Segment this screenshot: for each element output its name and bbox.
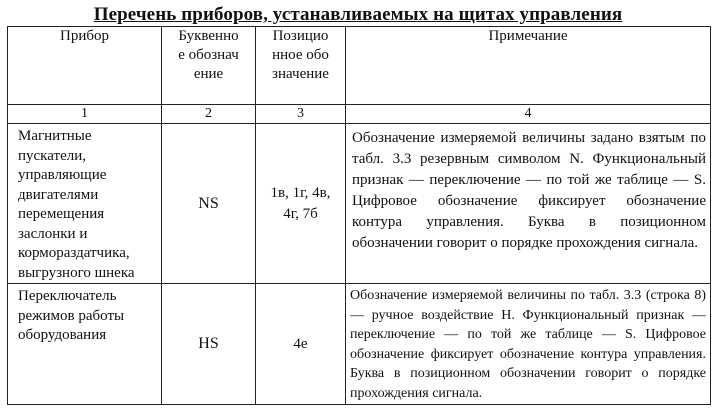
column-number: 2 bbox=[162, 105, 256, 124]
column-number: 3 bbox=[256, 105, 346, 124]
column-number-row bbox=[8, 105, 711, 124]
note-cell: Обозначение измеряемой величины по табл. 3.3 (строка 8) — ручное воздействие H. Функциональный признак — переключение — по той же таблице — S. Цифровое обозначение фиксирует обозначение контура управления. Буква в позиционном обозначении говорит о порядке прохождения сигнала. bbox=[346, 284, 711, 405]
header-position-code: Позиционное обозначение bbox=[256, 27, 346, 105]
devices-table bbox=[7, 26, 711, 405]
header-device: Прибор bbox=[8, 27, 162, 105]
header-letter-code: Буквенное обозначение bbox=[162, 27, 256, 105]
device-cell: Магнитные пускатели, управляющие двигателями перемещения заслонки и кормораздатчика, выгрузного шнека bbox=[8, 124, 162, 284]
position-code-cell: 1в, 1г, 4в, 4г, 7б bbox=[256, 124, 346, 284]
letter-code-cell: HS bbox=[162, 284, 256, 405]
letter-code-cell: NS bbox=[162, 124, 256, 284]
position-code-cell: 4е bbox=[256, 284, 346, 405]
header-row bbox=[8, 27, 711, 105]
note-cell: Обозначение измеряемой величины задано взятым по табл. 3.3 резервным символом N. Функциональный признак — переключение — по той же таблице — S. Цифровое обозначение фиксирует обозначение контура управления. Буква в позиционном обозначении говорит о порядке прохождения сигнала. bbox=[346, 124, 711, 284]
header-note: Примечание bbox=[346, 27, 711, 105]
column-number: 4 bbox=[346, 105, 711, 124]
device-cell: Переключатель режимов работы оборудования bbox=[8, 284, 162, 405]
page-title: Перечень приборов, устанавливаемых на щитах управления bbox=[93, 4, 623, 25]
table-row bbox=[8, 124, 711, 284]
table-row bbox=[8, 284, 711, 405]
column-number: 1 bbox=[8, 105, 162, 124]
